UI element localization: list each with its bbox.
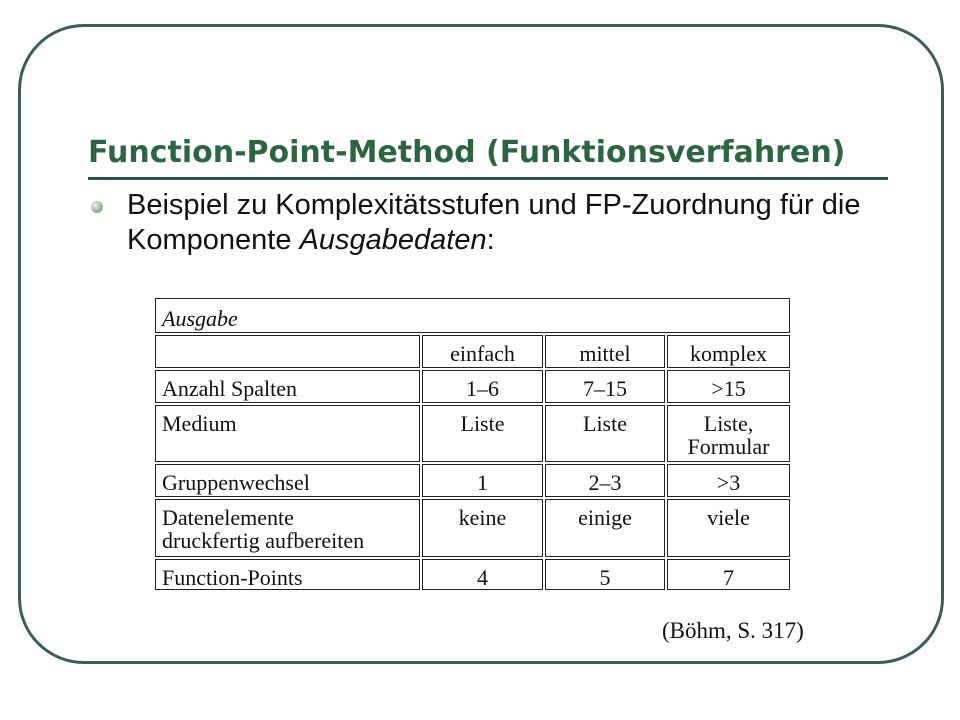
table-caption-row [155,298,790,333]
table-cell: 4 [422,559,543,590]
row-label-datenelemente: Datenelemente druckfertig aufbereiten [155,499,420,557]
bullet-text-main: Beispiel zu Komplexitätsstufen und FP-Zuordnung für die Komponente [127,189,861,256]
bullet-text-suffix: : [486,224,495,256]
table-cell: >3 [667,464,790,497]
table-cell: Liste [422,405,543,462]
column-header-mittel: mittel [545,335,665,368]
row-label-medium: Medium [155,405,420,462]
table-cell: 7 [667,559,790,590]
slide-title: Function-Point-Method (Funktionsverfahren) [88,135,846,170]
table-cell: einige [545,499,665,557]
table-cell: keine [422,499,543,557]
table-caption: Ausgabe [155,298,790,333]
table-cell: Liste, Formular [667,405,790,462]
table-row [155,405,790,462]
table-cell: >15 [667,370,790,403]
bullet-text-emphasis: Ausgabedaten [299,224,487,256]
table-cell: 2–3 [545,464,665,497]
row-label-anzahl-spalten: Anzahl Spalten [155,370,420,403]
table-row [155,559,790,590]
table-cell: 1 [422,464,543,497]
table-cell: 1–6 [422,370,543,403]
complexity-table [153,296,792,592]
row-label-gruppenwechsel: Gruppenwechsel [155,464,420,497]
title-underline [88,177,888,180]
table-cell: viele [667,499,790,557]
table-cell: 5 [545,559,665,590]
row-label-function-points: Function-Points [155,559,420,590]
bullet-text [127,188,879,258]
source-citation: (Böhm, S. 317) [662,618,804,643]
table-row [155,499,790,557]
table-cell: 7–15 [545,370,665,403]
table-corner-cell [155,335,420,368]
column-header-komplex: komplex [667,335,790,368]
table-row [155,464,790,497]
table-row [155,370,790,403]
table-cell: Liste [545,405,665,462]
table-header-row [155,335,790,368]
bullet-icon [91,201,103,213]
column-header-einfach: einfach [422,335,543,368]
